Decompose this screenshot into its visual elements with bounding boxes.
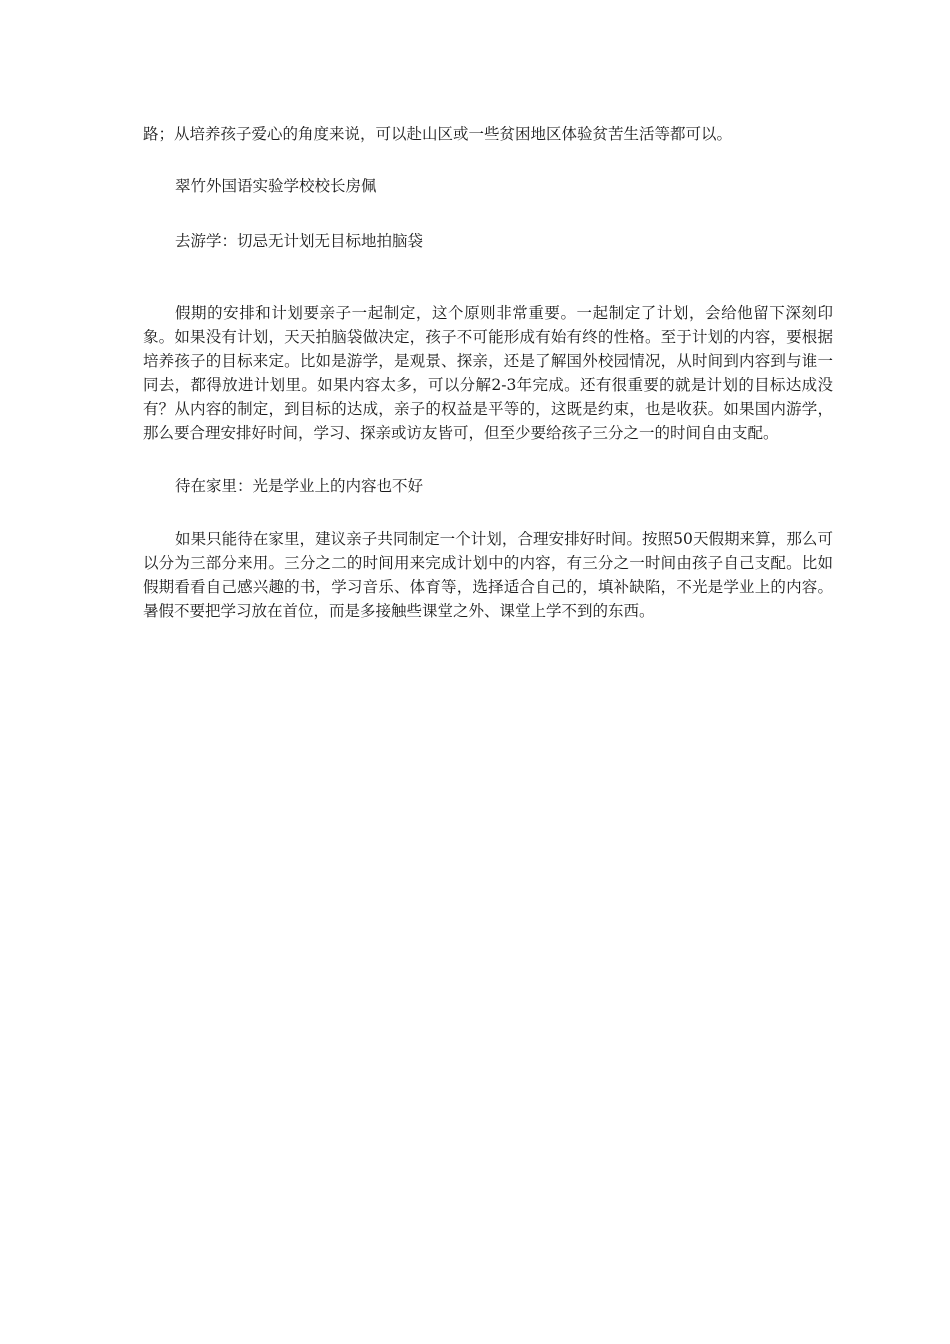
- section-heading-study-tour: 去游学：切忌无计划无目标地拍脑袋: [175, 232, 424, 250]
- paragraph-study-tour: 假期的安排和计划要亲子一起制定，这个原则非常重要。一起制定了计划，会给他留下深刻印象。如果没有计划，天天拍脑袋做决定，孩子不可能形成有始有终的性格。至于计划的内容，要根据培养孩子的目标来定。比如是游学，是观景、探亲，还是了解国外校园情况，从时间到内容到与谁一同去，都得放进计划里。如果内容太多，可以分解2-3年完成。还有很重要的就是计划的目标达成没有？从内容的制定，到目标的达成，亲子的权益是平等的，这既是约束，也是收获。如果国内游学，那么要合理安排好时间，学习、探亲或访友皆可，但至少要给孩子三分之一的时间自由支配。: [143, 304, 833, 442]
- paragraph-continuation: 路；从培养孩子爱心的角度来说，可以赴山区或一些贫困地区体验贫苦生活等都可以。: [143, 125, 733, 143]
- paragraph-stay-home: 如果只能待在家里，建议亲子共同制定一个计划，合理安排好时间。按照50天假期来算，那么可以分为三部分来用。三分之二的时间用来完成计划中的内容，有三分之一时间由孩子自己支配。比如假期看看自己感兴趣的书，学习音乐、体育等，选择适合自己的，填补缺陷，不光是学业上的内容。暑假不要把学习放在首位，而是多接触些课堂之外、课堂上学不到的东西。: [143, 530, 833, 620]
- section-heading-stay-home: 待在家里：光是学业上的内容也不好: [175, 477, 424, 495]
- document-page: [143, 122, 833, 623]
- author-line: 翠竹外国语实验学校校长房佩: [175, 177, 377, 195]
